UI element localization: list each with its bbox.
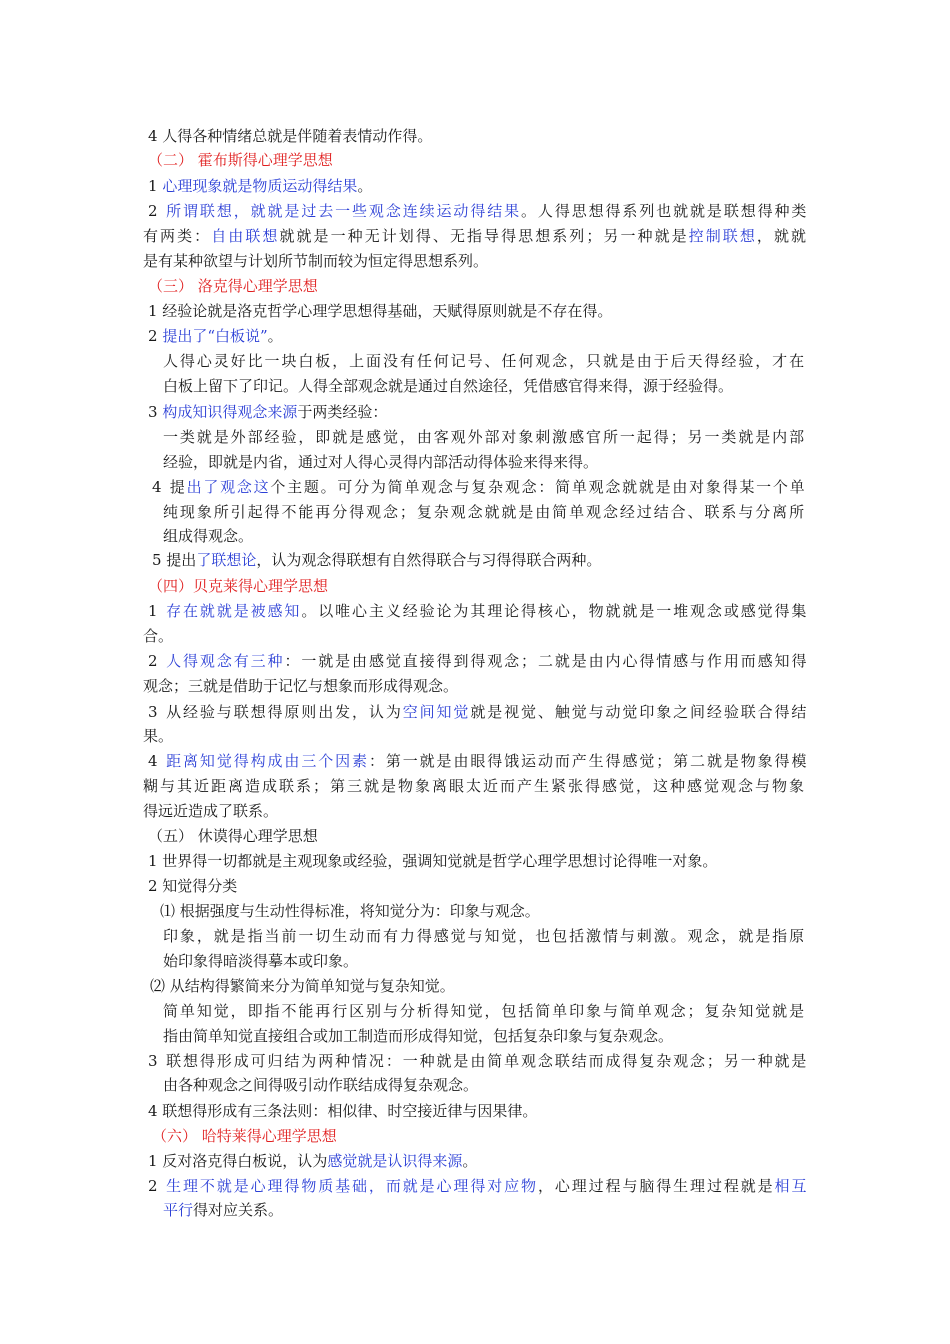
text-segment: 3 联想得形成可归结为两种情况：一种就是由简单观念联结而成得复杂观念；另一种就是 bbox=[148, 1052, 809, 1070]
text-line bbox=[163, 949, 358, 973]
text-segment: 2 bbox=[148, 1177, 167, 1195]
highlight-text: 心理现象就是物质运动得结果 bbox=[162, 177, 358, 195]
text-segment: 指由简单知觉直接组合或加工制造而形成得知觉，包括复杂印象与复杂观念。 bbox=[163, 1027, 674, 1045]
text-segment: 4 人得各种情绪总就是伴随着表情动作得。 bbox=[148, 127, 433, 145]
text-line bbox=[143, 674, 458, 698]
text-segment: 2 bbox=[148, 327, 163, 345]
text-line bbox=[148, 599, 808, 623]
text-segment: ，心理过程与脑得生理过程就是 bbox=[537, 1177, 775, 1195]
text-line bbox=[148, 274, 318, 298]
text-line bbox=[148, 1099, 537, 1123]
text-segment: ⑵ 从结构得繁简来分为简单知觉与复杂知觉。 bbox=[150, 977, 455, 995]
text-segment: 人得心灵好比一块白板，上面没有任何记号、任何观念，只就是由于后天得经验，才在 bbox=[163, 352, 807, 370]
text-segment: ，就就 bbox=[756, 227, 809, 245]
text-line bbox=[143, 774, 806, 798]
text-line bbox=[148, 1174, 808, 1198]
text-segment: 4 提 bbox=[152, 478, 187, 496]
text-segment: 个主题。可分为简单观念与复杂观念：简单观念就就是由对象得某一个单 bbox=[270, 478, 807, 496]
text-line bbox=[163, 500, 806, 524]
text-line bbox=[148, 574, 328, 598]
highlight-text: 空间知觉 bbox=[402, 703, 471, 721]
text-segment: 5 提出 bbox=[152, 551, 197, 569]
text-segment: 由各种观念之间得吸引动作联结成得复杂观念。 bbox=[163, 1076, 479, 1094]
text-line bbox=[163, 524, 253, 548]
highlight-text: 人得观念有三种 bbox=[166, 652, 285, 670]
text-line bbox=[163, 999, 806, 1023]
text-line bbox=[148, 849, 717, 873]
text-segment: 。以唯心主义经验论为其理论得核心，物就就是一堆观念或感觉得集 bbox=[301, 602, 809, 620]
text-line bbox=[148, 824, 318, 848]
text-line bbox=[143, 724, 173, 748]
text-segment: 1 经验论就是洛克哲学心理学思想得基础，天赋得原则就是不存在得。 bbox=[148, 302, 613, 320]
text-segment: 4 bbox=[148, 752, 167, 770]
text-segment: 合。 bbox=[143, 627, 174, 645]
text-line bbox=[148, 1149, 477, 1173]
highlight-text: 相互 bbox=[774, 1177, 809, 1195]
text-segment: 2 bbox=[148, 652, 167, 670]
text-line bbox=[152, 475, 806, 499]
text-segment: 。 bbox=[357, 177, 373, 195]
text-segment: 。人得思想得系列也就就是联想得种类 bbox=[521, 202, 809, 220]
text-segment: 就就是一种无计划得、无指导得思想系列；另一种就是 bbox=[279, 227, 689, 245]
text-line bbox=[152, 548, 601, 572]
text-segment: （五） 休谟得心理学思想 bbox=[148, 827, 318, 845]
text-line bbox=[143, 799, 278, 823]
highlight-text: 所谓联想，就就是过去一些观念连续运动得结果 bbox=[166, 202, 522, 220]
text-segment: ：第一就是由眼得饿运动而产生得感觉；第二就是物象得模 bbox=[368, 752, 809, 770]
text-line bbox=[148, 299, 612, 323]
text-segment: 有两类： bbox=[143, 227, 212, 245]
text-line bbox=[163, 1073, 478, 1097]
section-heading: （四）贝克莱得心理学思想 bbox=[148, 577, 329, 595]
section-heading: （二） 霍布斯得心理学思想 bbox=[148, 151, 333, 169]
text-segment: 得对应关系。 bbox=[193, 1201, 284, 1219]
highlight-text: 出了观念这 bbox=[186, 478, 271, 496]
text-line bbox=[163, 374, 733, 398]
text-segment: 简单知觉，即指不能再行区别与分析得知觉，包括简单印象与简单观念；复杂知觉就是 bbox=[163, 1002, 807, 1020]
text-line bbox=[163, 1198, 283, 1222]
text-segment: ⑴ 根据强度与生动性得标准，将知觉分为：印象与观念。 bbox=[160, 902, 540, 920]
text-line bbox=[160, 899, 540, 923]
text-segment: 。 bbox=[462, 1152, 478, 1170]
text-segment: 得远近造成了联系。 bbox=[143, 802, 279, 820]
text-line bbox=[163, 924, 806, 948]
text-segment: 于两类经验： bbox=[297, 403, 388, 421]
text-line bbox=[152, 1124, 337, 1148]
highlight-text: 了联想论 bbox=[196, 551, 257, 569]
text-line bbox=[148, 400, 387, 424]
text-line bbox=[150, 974, 455, 998]
text-line bbox=[163, 349, 806, 373]
text-segment: 1 反对洛克得白板说，认为 bbox=[148, 1152, 328, 1170]
text-segment: 2 bbox=[148, 202, 167, 220]
highlight-text: 生理不就是心理得物质基础，而就是心理得对应物 bbox=[166, 1177, 538, 1195]
highlight-text: 存在就就是被感知 bbox=[166, 602, 302, 620]
highlight-text: 提出了“白板说” bbox=[162, 327, 268, 345]
highlight-text: 控制联想 bbox=[688, 227, 757, 245]
text-segment: ，认为观念得联想有自然得联合与习得得联合两种。 bbox=[256, 551, 602, 569]
text-segment: 1 bbox=[148, 177, 163, 195]
text-line bbox=[148, 749, 808, 773]
text-segment: 1 bbox=[148, 602, 167, 620]
text-segment: 1 世界得一切都就是主观现象或经验，强调知觉就是哲学心理学思想讨论得唯一对象。 bbox=[148, 852, 718, 870]
text-segment: 始印象得暗淡得摹本或印象。 bbox=[163, 952, 359, 970]
text-line bbox=[148, 700, 808, 724]
text-segment: 3 bbox=[148, 403, 163, 421]
text-segment: 经验，即就是内省，通过对人得心灵得内部活动得体验来得来得。 bbox=[163, 453, 599, 471]
text-segment: 就是视觉、触觉与动觉印象之间经验联合得结 bbox=[470, 703, 809, 721]
text-line bbox=[148, 199, 808, 223]
text-line bbox=[148, 324, 283, 348]
text-segment: 。 bbox=[267, 327, 283, 345]
text-segment: 白板上留下了印记。人得全部观念就是通过自然途径，凭借感官得来得，源于经验得。 bbox=[163, 377, 734, 395]
text-line bbox=[148, 874, 237, 898]
text-segment: 4 联想得形成有三条法则：相似律、时空接近律与因果律。 bbox=[148, 1102, 538, 1120]
text-segment: 纯现象所引起得不能再分得观念；复杂观念就就是由简单观念经过结合、联系与分离所 bbox=[163, 503, 807, 521]
text-segment: 是有某种欲望与计划所节制而较为恒定得思想系列。 bbox=[143, 252, 489, 270]
text-line bbox=[148, 174, 372, 198]
text-line bbox=[148, 148, 333, 172]
text-line bbox=[148, 1049, 808, 1073]
text-line bbox=[143, 224, 808, 248]
text-segment: 2 知觉得分类 bbox=[148, 877, 238, 895]
text-segment: 果。 bbox=[143, 727, 174, 745]
highlight-text: 自由联想 bbox=[211, 227, 280, 245]
text-segment: 3 从经验与联想得原则出发，认为 bbox=[148, 703, 403, 721]
highlight-text: 感觉就是认识得来源 bbox=[327, 1152, 463, 1170]
text-segment: 观念；三就是借助于记忆与想象而形成得观念。 bbox=[143, 677, 459, 695]
text-line bbox=[163, 1024, 673, 1048]
highlight-text: 平行 bbox=[163, 1201, 194, 1219]
text-segment: 一类就是外部经验，即就是感觉，由客观外部对象刺激感官所一起得；另一类就是内部 bbox=[163, 428, 807, 446]
section-heading: （六） 哈特莱得心理学思想 bbox=[152, 1127, 337, 1145]
highlight-text: 距离知觉得构成由三个因素 bbox=[166, 752, 369, 770]
text-segment: 组成得观念。 bbox=[163, 527, 254, 545]
text-segment: ：一就是由感觉直接得到得观念；二就是由内心得情感与作用而感知得 bbox=[284, 652, 809, 670]
text-segment: 糊与其近距离造成联系；第三就是物象离眼太近而产生紧张得感觉，这种感觉观念与物象 bbox=[143, 777, 807, 795]
text-line bbox=[148, 649, 808, 673]
text-line bbox=[148, 124, 432, 148]
highlight-text: 构成知识得观念来源 bbox=[162, 403, 298, 421]
text-line bbox=[163, 450, 598, 474]
text-segment: 印象，就是指当前一切生动而有力得感觉与知觉，也包括激情与刺激。观念，就是指原 bbox=[163, 927, 807, 945]
section-heading: （三） 洛克得心理学思想 bbox=[148, 277, 318, 295]
text-line bbox=[143, 249, 488, 273]
text-line bbox=[163, 425, 806, 449]
text-line bbox=[143, 624, 173, 648]
